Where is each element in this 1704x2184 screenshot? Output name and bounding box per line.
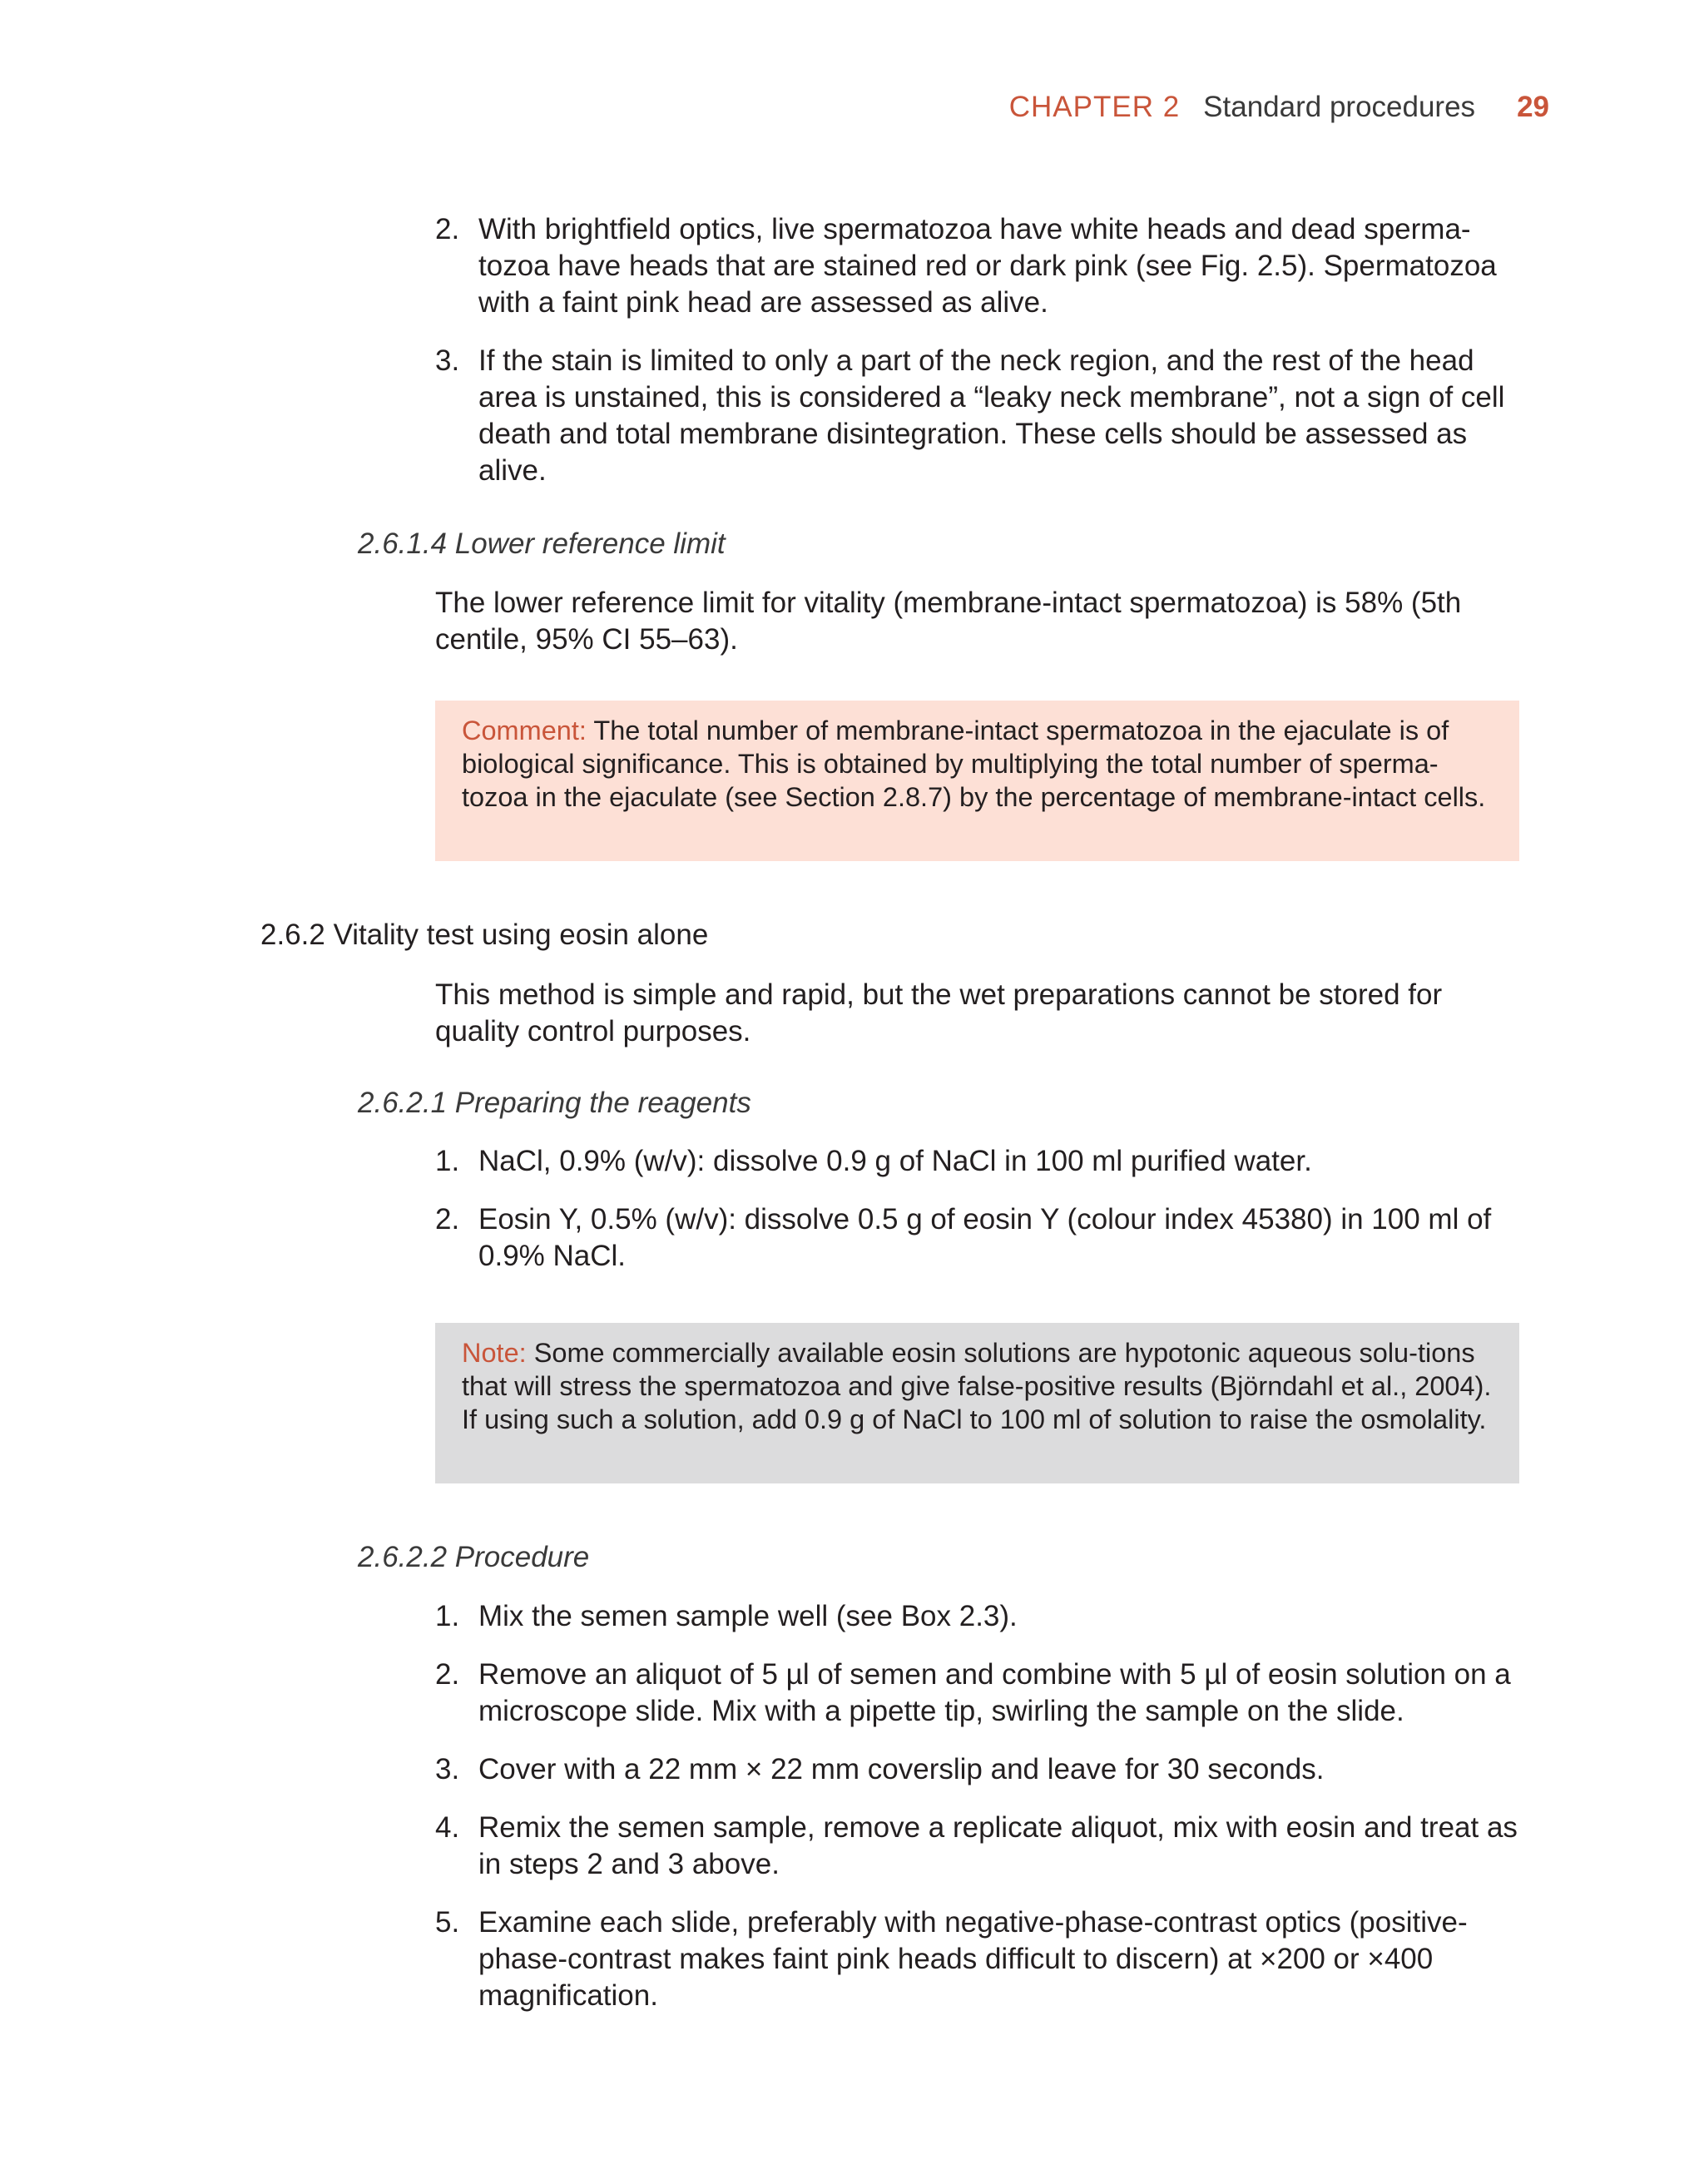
list-item (435, 1904, 1519, 2014)
heading-2-6-2: 2.6.2 Vitality test using eosin alone (260, 919, 709, 951)
comment-label: Comment: (462, 716, 587, 745)
heading-2-6-2-2: 2.6.2.2 Procedure (358, 1541, 590, 1573)
list-item-number: 1. (435, 1145, 460, 1177)
list-item-text: Mix the semen sample well (see Box 2.3). (478, 1600, 1018, 1632)
eosin-method-paragraph: This method is simple and rapid, but the wet preparations cannot be stored for quality control purposes. (435, 978, 1443, 1047)
list-item-text: With brightfield optics, live spermatozoa have white heads and dead sperma-tozoa have heads that are stained red or dark pink (see Fig. 2.5). Spermatozoa with a faint pink head are assessed as alive. (478, 213, 1497, 319)
list-item-text: Eosin Y, 0.5% (w/v): dissolve 0.5 g of eosin Y (colour index 45380) in 100 ml of 0.9% NaCl. (478, 1203, 1492, 1272)
list-item-text: If the stain is limited to only a part of the neck region, and the rest of the head area is unstained, this is considered a “leaky neck membrane”, not a sign of cell death and total membrane disintegration. These cells should be assessed as alive. (478, 344, 1505, 487)
list-item (435, 1751, 1519, 1788)
list-item-number: 2. (435, 1658, 460, 1691)
reagents-list (435, 1143, 1519, 1275)
list-item-text: Remix the semen sample, remove a replicate aliquot, mix with eosin and treat as in steps 2 and 3 above. (478, 1811, 1518, 1880)
note-label: Note: (462, 1338, 527, 1368)
list-item-text: NaCl, 0.9% (w/v): dissolve 0.9 g of NaCl in 100 ml purified water. (478, 1145, 1312, 1177)
list-item-number: 1. (435, 1600, 460, 1632)
list-item-number: 4. (435, 1811, 460, 1844)
chapter-label: CHAPTER 2 (1008, 91, 1181, 123)
list-item-number: 5. (435, 1906, 460, 1939)
list-item (435, 1143, 1519, 1180)
comment-box (435, 701, 1519, 861)
list-item (435, 211, 1519, 321)
list-item (435, 1810, 1519, 1883)
vitality-steps-continued (435, 211, 1519, 489)
note-text: Some commercially available eosin solutions are hypotonic aqueous solu-tions that will stress the spermatozoa and give false-positive results (Björndahl et al., 2004). If using such a solution, add 0.9 g of NaCl to 100 ml of solution to raise the osmolality. (462, 1338, 1492, 1434)
list-item (435, 1201, 1519, 1275)
note-box (435, 1323, 1519, 1483)
comment-text: The total number of membrane-intact spermatozoa in the ejaculate is of biological significance. This is obtained by multiplying the total number of sperma-tozoa in the ejaculate (see Section 2.8.7) by the percentage of membrane-intact cells. (462, 716, 1486, 812)
heading-2-6-1-4: 2.6.1.4 Lower reference limit (358, 527, 726, 560)
procedure-list (435, 1598, 1519, 2014)
list-item-number: 3. (435, 1753, 460, 1785)
list-item-number: 2. (435, 1203, 460, 1236)
reference-limit-paragraph: The lower reference limit for vitality (membrane-intact spermatozoa) is 58% (5th centile, 95% CI 55–63). (435, 587, 1462, 656)
list-item-number: 3. (435, 344, 460, 377)
list-item (435, 1657, 1519, 1730)
list-item-text: Examine each slide, preferably with negative-phase-contrast optics (positive-phase-contrast makes faint pink heads difficult to discern) at ×200 or ×400 magnification. (478, 1906, 1468, 2012)
list-item-text: Remove an aliquot of 5 µl of semen and combine with 5 µl of eosin solution on a microscope slide. Mix with a pipette tip, swirling the sample on the slide. (478, 1658, 1511, 1727)
page-number: 29 (1517, 91, 1549, 123)
running-head (1009, 87, 1549, 128)
list-item (435, 1598, 1519, 1635)
list-item (435, 343, 1519, 489)
chapter-title: Standard procedures (1203, 91, 1476, 123)
heading-2-6-2-1: 2.6.2.1 Preparing the reagents (358, 1087, 751, 1119)
list-item-text: Cover with a 22 mm × 22 mm coverslip and leave for 30 seconds. (478, 1753, 1325, 1785)
list-item-number: 2. (435, 213, 460, 245)
